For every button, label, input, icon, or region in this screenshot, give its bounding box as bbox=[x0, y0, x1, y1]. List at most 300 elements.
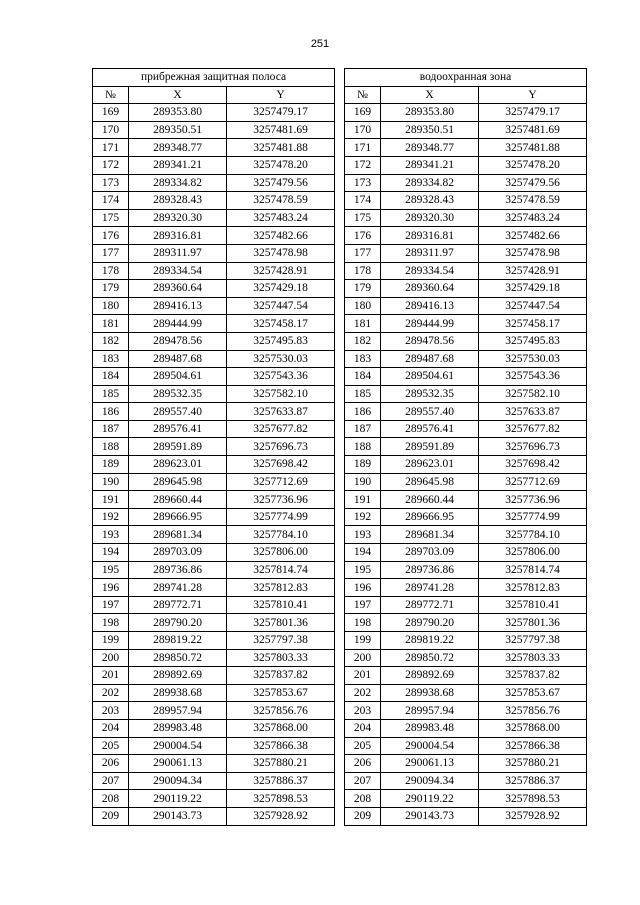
table-row bbox=[345, 491, 587, 509]
table-row bbox=[345, 579, 587, 597]
cell-number: 208 bbox=[345, 790, 381, 808]
cell-x: 289360.64 bbox=[129, 280, 227, 298]
cell-y: 3257481.88 bbox=[479, 139, 587, 157]
cell-y: 3257712.69 bbox=[479, 473, 587, 491]
cell-y: 3257479.56 bbox=[227, 174, 335, 192]
table-row bbox=[93, 526, 335, 544]
table-row bbox=[345, 772, 587, 790]
table-row bbox=[345, 227, 587, 245]
column-header-y: Y bbox=[479, 86, 587, 104]
table-row bbox=[93, 473, 335, 491]
cell-x: 289957.94 bbox=[129, 702, 227, 720]
cell-y: 3257478.98 bbox=[227, 244, 335, 262]
cell-y: 3257774.99 bbox=[227, 508, 335, 526]
table-row bbox=[93, 456, 335, 474]
cell-number: 200 bbox=[93, 649, 129, 667]
cell-number: 184 bbox=[93, 368, 129, 386]
cell-x: 290143.73 bbox=[129, 807, 227, 825]
cell-number: 178 bbox=[93, 262, 129, 280]
table-row bbox=[345, 192, 587, 210]
table-row bbox=[93, 332, 335, 350]
table-row bbox=[345, 508, 587, 526]
cell-y: 3257886.37 bbox=[227, 772, 335, 790]
cell-x: 289741.28 bbox=[129, 579, 227, 597]
cell-x: 289350.51 bbox=[129, 121, 227, 139]
cell-x: 289983.48 bbox=[129, 719, 227, 737]
cell-x: 289576.41 bbox=[129, 420, 227, 438]
cell-y: 3257478.59 bbox=[227, 192, 335, 210]
table-row bbox=[93, 772, 335, 790]
cell-number: 180 bbox=[93, 297, 129, 315]
cell-y: 3257481.69 bbox=[479, 121, 587, 139]
cell-x: 289645.98 bbox=[381, 473, 479, 491]
cell-number: 179 bbox=[345, 280, 381, 298]
cell-x: 289557.40 bbox=[381, 403, 479, 421]
table-row bbox=[93, 684, 335, 702]
cell-y: 3257458.17 bbox=[227, 315, 335, 333]
cell-y: 3257812.83 bbox=[227, 579, 335, 597]
table-row bbox=[93, 297, 335, 315]
cell-number: 204 bbox=[93, 719, 129, 737]
cell-y: 3257447.54 bbox=[227, 297, 335, 315]
cell-x: 289360.64 bbox=[381, 280, 479, 298]
cell-x: 289444.99 bbox=[129, 315, 227, 333]
cell-number: 199 bbox=[93, 632, 129, 650]
cell-number: 169 bbox=[345, 104, 381, 122]
table-row bbox=[93, 174, 335, 192]
cell-y: 3257429.18 bbox=[479, 280, 587, 298]
cell-x: 289487.68 bbox=[381, 350, 479, 368]
cell-y: 3257478.20 bbox=[479, 156, 587, 174]
table-row bbox=[93, 104, 335, 122]
table-body bbox=[93, 104, 335, 825]
table-row bbox=[93, 139, 335, 157]
table-row bbox=[93, 403, 335, 421]
table-row bbox=[345, 262, 587, 280]
cell-x: 289532.35 bbox=[381, 385, 479, 403]
cell-y: 3257853.67 bbox=[227, 684, 335, 702]
table-row bbox=[345, 174, 587, 192]
water-protection-zone-table bbox=[344, 68, 587, 826]
cell-x: 289623.01 bbox=[129, 456, 227, 474]
cell-x: 289532.35 bbox=[129, 385, 227, 403]
table-row bbox=[345, 350, 587, 368]
cell-x: 290094.34 bbox=[129, 772, 227, 790]
table-row bbox=[93, 719, 335, 737]
cell-x: 289892.69 bbox=[381, 667, 479, 685]
cell-number: 193 bbox=[93, 526, 129, 544]
cell-x: 289790.20 bbox=[381, 614, 479, 632]
table-row bbox=[93, 649, 335, 667]
table-row bbox=[345, 684, 587, 702]
table-row bbox=[93, 632, 335, 650]
cell-x: 289334.82 bbox=[381, 174, 479, 192]
cell-y: 3257483.24 bbox=[227, 209, 335, 227]
cell-y: 3257696.73 bbox=[479, 438, 587, 456]
cell-x: 289416.13 bbox=[129, 297, 227, 315]
cell-number: 192 bbox=[93, 508, 129, 526]
cell-y: 3257801.36 bbox=[479, 614, 587, 632]
cell-y: 3257698.42 bbox=[227, 456, 335, 474]
cell-x: 289478.56 bbox=[381, 332, 479, 350]
table-row bbox=[93, 209, 335, 227]
cell-y: 3257880.21 bbox=[479, 755, 587, 773]
cell-x: 289353.80 bbox=[381, 104, 479, 122]
cell-y: 3257458.17 bbox=[479, 315, 587, 333]
cell-x: 289348.77 bbox=[129, 139, 227, 157]
cell-y: 3257483.24 bbox=[479, 209, 587, 227]
cell-x: 289819.22 bbox=[129, 632, 227, 650]
cell-y: 3257928.92 bbox=[227, 807, 335, 825]
table-row bbox=[345, 807, 587, 825]
cell-x: 289892.69 bbox=[129, 667, 227, 685]
column-header-y: Y bbox=[227, 86, 335, 104]
cell-y: 3257481.88 bbox=[227, 139, 335, 157]
cell-number: 174 bbox=[93, 192, 129, 210]
cell-y: 3257868.00 bbox=[227, 719, 335, 737]
cell-number: 197 bbox=[93, 596, 129, 614]
cell-x: 289320.30 bbox=[129, 209, 227, 227]
cell-number: 174 bbox=[345, 192, 381, 210]
cell-y: 3257774.99 bbox=[479, 508, 587, 526]
cell-number: 187 bbox=[345, 420, 381, 438]
cell-x: 289341.21 bbox=[381, 156, 479, 174]
cell-number: 202 bbox=[93, 684, 129, 702]
cell-y: 3257797.38 bbox=[227, 632, 335, 650]
table-row bbox=[93, 227, 335, 245]
cell-y: 3257868.00 bbox=[479, 719, 587, 737]
cell-number: 190 bbox=[345, 473, 381, 491]
cell-x: 289444.99 bbox=[381, 315, 479, 333]
table-row bbox=[345, 526, 587, 544]
cell-x: 289666.95 bbox=[381, 508, 479, 526]
table-row bbox=[345, 121, 587, 139]
table-row bbox=[345, 139, 587, 157]
cell-number: 208 bbox=[93, 790, 129, 808]
cell-number: 191 bbox=[93, 491, 129, 509]
table-row bbox=[345, 667, 587, 685]
cell-number: 169 bbox=[93, 104, 129, 122]
cell-x: 290119.22 bbox=[129, 790, 227, 808]
cell-x: 289311.97 bbox=[129, 244, 227, 262]
cell-y: 3257801.36 bbox=[227, 614, 335, 632]
cell-y: 3257886.37 bbox=[479, 772, 587, 790]
cell-y: 3257482.66 bbox=[227, 227, 335, 245]
table-row bbox=[93, 438, 335, 456]
cell-y: 3257677.82 bbox=[479, 420, 587, 438]
table-row bbox=[93, 121, 335, 139]
table-row bbox=[345, 755, 587, 773]
table-row bbox=[93, 280, 335, 298]
cell-x: 290143.73 bbox=[381, 807, 479, 825]
cell-y: 3257530.03 bbox=[227, 350, 335, 368]
table-row bbox=[345, 737, 587, 755]
cell-y: 3257898.53 bbox=[227, 790, 335, 808]
cell-y: 3257428.91 bbox=[479, 262, 587, 280]
cell-number: 186 bbox=[93, 403, 129, 421]
table-row bbox=[345, 209, 587, 227]
table-row bbox=[93, 508, 335, 526]
cell-x: 289623.01 bbox=[381, 456, 479, 474]
cell-y: 3257495.83 bbox=[227, 332, 335, 350]
cell-number: 188 bbox=[93, 438, 129, 456]
cell-x: 289938.68 bbox=[381, 684, 479, 702]
cell-x: 289316.81 bbox=[129, 227, 227, 245]
cell-y: 3257837.82 bbox=[227, 667, 335, 685]
cell-x: 289316.81 bbox=[381, 227, 479, 245]
cell-y: 3257806.00 bbox=[227, 544, 335, 562]
table-row bbox=[345, 104, 587, 122]
cell-number: 170 bbox=[93, 121, 129, 139]
cell-y: 3257479.17 bbox=[227, 104, 335, 122]
table-row bbox=[345, 244, 587, 262]
cell-x: 289591.89 bbox=[381, 438, 479, 456]
cell-number: 201 bbox=[345, 667, 381, 685]
cell-x: 289334.54 bbox=[129, 262, 227, 280]
cell-x: 289591.89 bbox=[129, 438, 227, 456]
cell-y: 3257633.87 bbox=[227, 403, 335, 421]
table-row bbox=[345, 297, 587, 315]
cell-number: 200 bbox=[345, 649, 381, 667]
cell-x: 289320.30 bbox=[381, 209, 479, 227]
cell-x: 289681.34 bbox=[381, 526, 479, 544]
table-row bbox=[345, 438, 587, 456]
table-row bbox=[93, 244, 335, 262]
cell-y: 3257736.96 bbox=[479, 491, 587, 509]
table-row bbox=[345, 280, 587, 298]
cell-x: 289703.09 bbox=[381, 544, 479, 562]
table-row bbox=[93, 614, 335, 632]
table-row bbox=[345, 702, 587, 720]
cell-number: 209 bbox=[345, 807, 381, 825]
cell-y: 3257810.41 bbox=[479, 596, 587, 614]
cell-y: 3257853.67 bbox=[479, 684, 587, 702]
cell-number: 207 bbox=[345, 772, 381, 790]
cell-y: 3257736.96 bbox=[227, 491, 335, 509]
cell-x: 289666.95 bbox=[129, 508, 227, 526]
cell-y: 3257814.74 bbox=[479, 561, 587, 579]
table-header-row bbox=[93, 86, 335, 104]
cell-x: 289736.86 bbox=[129, 561, 227, 579]
cell-y: 3257784.10 bbox=[479, 526, 587, 544]
cell-number: 188 bbox=[345, 438, 381, 456]
table-row bbox=[345, 403, 587, 421]
cell-x: 289478.56 bbox=[129, 332, 227, 350]
cell-number: 181 bbox=[345, 315, 381, 333]
cell-number: 195 bbox=[93, 561, 129, 579]
table-row bbox=[93, 737, 335, 755]
table-row bbox=[93, 420, 335, 438]
cell-y: 3257814.74 bbox=[227, 561, 335, 579]
cell-number: 192 bbox=[345, 508, 381, 526]
cell-number: 195 bbox=[345, 561, 381, 579]
cell-number: 171 bbox=[93, 139, 129, 157]
cell-x: 289353.80 bbox=[129, 104, 227, 122]
cell-y: 3257447.54 bbox=[479, 297, 587, 315]
cell-x: 289504.61 bbox=[381, 368, 479, 386]
cell-number: 173 bbox=[345, 174, 381, 192]
cell-number: 204 bbox=[345, 719, 381, 737]
cell-x: 289334.54 bbox=[381, 262, 479, 280]
cell-y: 3257806.00 bbox=[479, 544, 587, 562]
cell-y: 3257880.21 bbox=[227, 755, 335, 773]
table-row bbox=[345, 368, 587, 386]
table-row bbox=[93, 192, 335, 210]
cell-x: 289660.44 bbox=[129, 491, 227, 509]
cell-x: 289772.71 bbox=[129, 596, 227, 614]
cell-number: 207 bbox=[93, 772, 129, 790]
cell-y: 3257543.36 bbox=[479, 368, 587, 386]
cell-number: 172 bbox=[345, 156, 381, 174]
cell-number: 196 bbox=[345, 579, 381, 597]
cell-x: 289790.20 bbox=[129, 614, 227, 632]
cell-number: 171 bbox=[345, 139, 381, 157]
cell-x: 290061.13 bbox=[129, 755, 227, 773]
cell-number: 194 bbox=[345, 544, 381, 562]
column-header-x: X bbox=[129, 86, 227, 104]
cell-y: 3257866.38 bbox=[479, 737, 587, 755]
cell-y: 3257677.82 bbox=[227, 420, 335, 438]
cell-number: 177 bbox=[93, 244, 129, 262]
cell-number: 191 bbox=[345, 491, 381, 509]
table-row bbox=[93, 350, 335, 368]
table-row bbox=[345, 156, 587, 174]
cell-y: 3257478.59 bbox=[479, 192, 587, 210]
cell-number: 205 bbox=[93, 737, 129, 755]
cell-number: 198 bbox=[345, 614, 381, 632]
cell-y: 3257429.18 bbox=[227, 280, 335, 298]
cell-y: 3257856.76 bbox=[479, 702, 587, 720]
cell-x: 289983.48 bbox=[381, 719, 479, 737]
cell-y: 3257696.73 bbox=[227, 438, 335, 456]
table-row bbox=[93, 156, 335, 174]
cell-number: 196 bbox=[93, 579, 129, 597]
cell-x: 289348.77 bbox=[381, 139, 479, 157]
table-row bbox=[345, 315, 587, 333]
cell-number: 209 bbox=[93, 807, 129, 825]
cell-number: 183 bbox=[345, 350, 381, 368]
table-row bbox=[93, 544, 335, 562]
cell-number: 177 bbox=[345, 244, 381, 262]
cell-x: 289645.98 bbox=[129, 473, 227, 491]
table-row bbox=[93, 491, 335, 509]
table-row bbox=[93, 790, 335, 808]
cell-y: 3257582.10 bbox=[227, 385, 335, 403]
cell-y: 3257812.83 bbox=[479, 579, 587, 597]
page-number: 251 bbox=[310, 38, 330, 50]
table-row bbox=[345, 632, 587, 650]
table-row bbox=[345, 420, 587, 438]
table-title-row bbox=[345, 69, 587, 87]
table-row bbox=[93, 315, 335, 333]
table-row bbox=[345, 649, 587, 667]
cell-y: 3257928.92 bbox=[479, 807, 587, 825]
cell-number: 203 bbox=[345, 702, 381, 720]
cell-x: 289576.41 bbox=[381, 420, 479, 438]
cell-y: 3257481.69 bbox=[227, 121, 335, 139]
cell-y: 3257478.20 bbox=[227, 156, 335, 174]
cell-y: 3257898.53 bbox=[479, 790, 587, 808]
cell-number: 203 bbox=[93, 702, 129, 720]
cell-y: 3257530.03 bbox=[479, 350, 587, 368]
table-row bbox=[93, 755, 335, 773]
table-body bbox=[345, 104, 587, 825]
table-row bbox=[93, 702, 335, 720]
cell-number: 186 bbox=[345, 403, 381, 421]
table-title: водоохранная зона bbox=[345, 69, 587, 87]
table-row bbox=[345, 473, 587, 491]
cell-y: 3257428.91 bbox=[227, 262, 335, 280]
cell-number: 172 bbox=[93, 156, 129, 174]
cell-number: 179 bbox=[93, 280, 129, 298]
cell-y: 3257866.38 bbox=[227, 737, 335, 755]
table-row bbox=[93, 579, 335, 597]
cell-y: 3257712.69 bbox=[227, 473, 335, 491]
cell-number: 181 bbox=[93, 315, 129, 333]
cell-y: 3257784.10 bbox=[227, 526, 335, 544]
cell-number: 202 bbox=[345, 684, 381, 702]
cell-y: 3257582.10 bbox=[479, 385, 587, 403]
cell-x: 289736.86 bbox=[381, 561, 479, 579]
cell-number: 206 bbox=[345, 755, 381, 773]
cell-number: 182 bbox=[345, 332, 381, 350]
cell-x: 290004.54 bbox=[129, 737, 227, 755]
table-row bbox=[345, 596, 587, 614]
cell-number: 201 bbox=[93, 667, 129, 685]
table-row bbox=[345, 790, 587, 808]
cell-x: 290061.13 bbox=[381, 755, 479, 773]
table-title: прибрежная защитная полоса bbox=[93, 69, 335, 87]
cell-x: 289957.94 bbox=[381, 702, 479, 720]
cell-x: 290094.34 bbox=[381, 772, 479, 790]
table-row bbox=[345, 561, 587, 579]
cell-x: 290004.54 bbox=[381, 737, 479, 755]
cell-x: 290119.22 bbox=[381, 790, 479, 808]
cell-number: 183 bbox=[93, 350, 129, 368]
cell-number: 173 bbox=[93, 174, 129, 192]
cell-number: 176 bbox=[345, 227, 381, 245]
cell-x: 289504.61 bbox=[129, 368, 227, 386]
table-row bbox=[93, 667, 335, 685]
cell-x: 289772.71 bbox=[381, 596, 479, 614]
cell-x: 289311.97 bbox=[381, 244, 479, 262]
table-row bbox=[345, 614, 587, 632]
cell-number: 190 bbox=[93, 473, 129, 491]
column-header-x: X bbox=[381, 86, 479, 104]
cell-y: 3257495.83 bbox=[479, 332, 587, 350]
cell-x: 289416.13 bbox=[381, 297, 479, 315]
cell-x: 289850.72 bbox=[381, 649, 479, 667]
cell-x: 289681.34 bbox=[129, 526, 227, 544]
cell-number: 180 bbox=[345, 297, 381, 315]
column-header-number: № bbox=[93, 86, 129, 104]
cell-number: 185 bbox=[345, 385, 381, 403]
cell-y: 3257479.56 bbox=[479, 174, 587, 192]
cell-x: 289557.40 bbox=[129, 403, 227, 421]
cell-number: 189 bbox=[93, 456, 129, 474]
cell-y: 3257478.98 bbox=[479, 244, 587, 262]
coastal-protective-strip-table bbox=[92, 68, 335, 826]
cell-number: 185 bbox=[93, 385, 129, 403]
cell-number: 187 bbox=[93, 420, 129, 438]
table-row bbox=[345, 332, 587, 350]
cell-number: 194 bbox=[93, 544, 129, 562]
cell-number: 178 bbox=[345, 262, 381, 280]
cell-x: 289328.43 bbox=[381, 192, 479, 210]
cell-x: 289341.21 bbox=[129, 156, 227, 174]
cell-x: 289334.82 bbox=[129, 174, 227, 192]
cell-number: 170 bbox=[345, 121, 381, 139]
